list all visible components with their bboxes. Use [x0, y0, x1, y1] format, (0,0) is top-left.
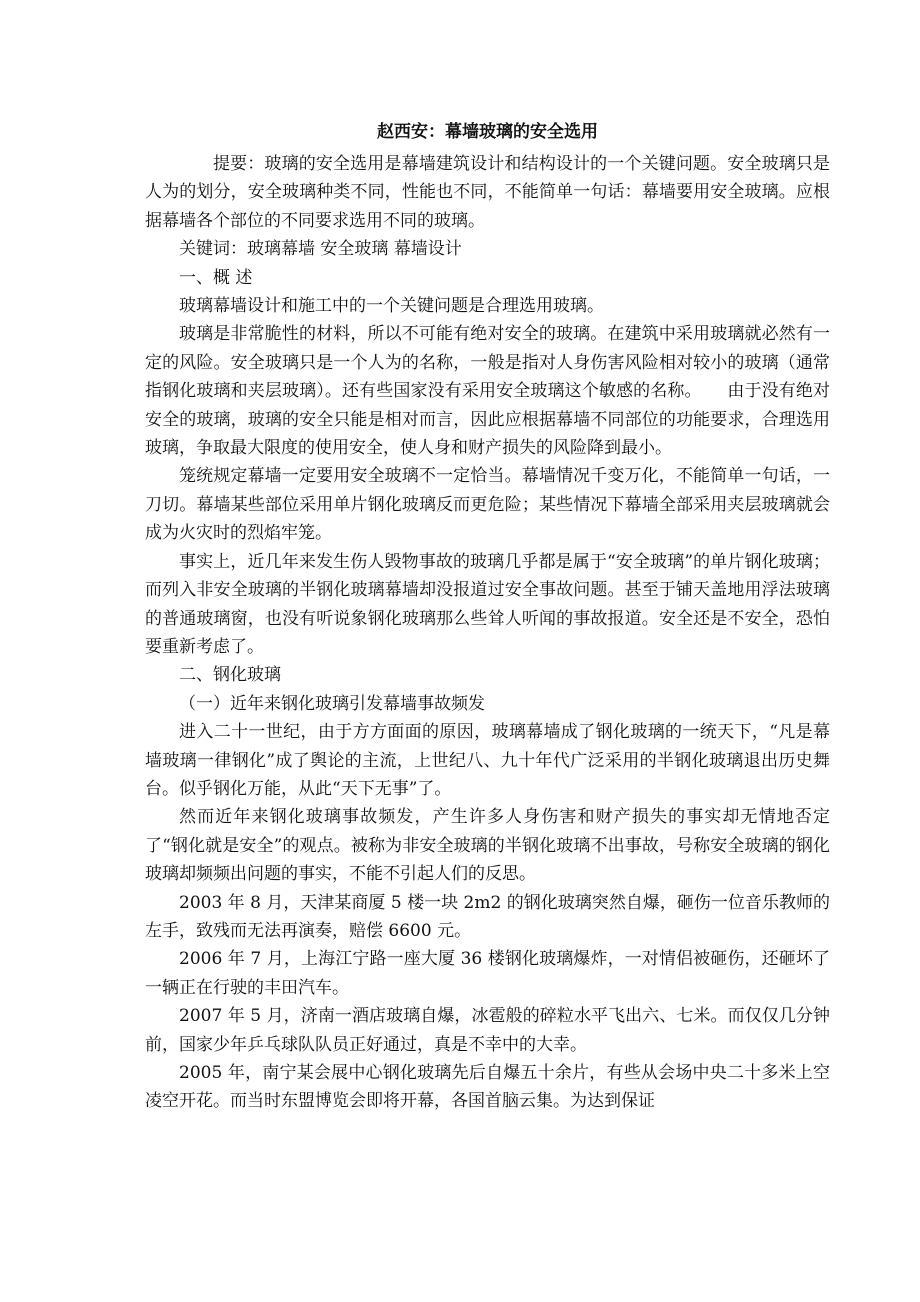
body-paragraph: 然而近年来钢化玻璃事故频发，产生许多人身伤害和财产损失的事实却无情地否定了“钢化就是安全”的观点。被称为非安全玻璃的半钢化玻璃不出事故，号称安全玻璃的钢化玻璃却频频出问题的事实，不能不引起人们的反思。: [145, 807, 830, 885]
section-heading-overview: 一、概 述: [179, 267, 253, 288]
document-title: 赵西安：幕墙玻璃的安全选用: [377, 122, 598, 142]
body-paragraph: 2006 年 7 月，上海江宁路一座大厦 36 楼钢化玻璃爆炸，一对情侣被砸伤，还砸坏了一辆正在行驶的丰田汽车。: [145, 949, 830, 998]
body-paragraph: 2005 年，南宁某会展中心钢化玻璃先后自爆五十余片，有些从会场中央二十多米上空凌空开花。而当时东盟博览会即将开幕，各国首脑云集。为达到保证: [145, 1063, 830, 1112]
keywords-paragraph: 关键词：玻璃幕墙 安全玻璃 幕墙设计: [179, 239, 462, 260]
body-paragraph: 2003 年 8 月，天津某商厦 5 楼一块 2m2 的钢化玻璃突然自爆，砸伤一位音乐教师的左手，致残而无法再演奏，赔偿 6600 元。: [145, 892, 830, 941]
body-paragraph: 玻璃幕墙设计和施工中的一个关键问题是合理选用玻璃。: [179, 296, 604, 317]
body-paragraph: 进入二十一世纪，由于方方面面的原因，玻璃幕墙成了钢化玻璃的一统天下，“凡是幕墙玻璃一律钢化”成了舆论的主流，上世纪八、九十年代广泛采用的半钢化玻璃退出历史舞台。似乎钢化万能，从此“天下无事”了。: [145, 722, 830, 799]
body-paragraph: 玻璃是非常脆性的材料，所以不可能有绝对安全的玻璃。在建筑中采用玻璃就必然有一定的风险。安全玻璃只是一个人为的名称，一般是指对人身伤害风险相对较小的玻璃（通常指钢化玻璃和夹层玻璃）。还有些国家没有采用安全玻璃这个敏感的名称。 由于没有绝对安全的玻璃，玻璃的安全只能是相对而言，因此应根据幕墙不同部位的功能要求，合理选用玻璃，争取最大限度的使用安全，使人身和财产损失的风险降到最小。: [145, 324, 830, 459]
abstract-paragraph: 提要：玻璃的安全选用是幕墙建筑设计和结构设计的一个关键问题。安全玻璃只是人为的划分，安全玻璃种类不同，性能也不同，不能简单一句话：幕墙要用安全玻璃。应根据幕墙各个部位的不同要求选用不同的玻璃。: [145, 154, 830, 231]
document-body: [145, 150, 830, 1116]
body-paragraph: 事实上，近几年来发生伤人毁物事故的玻璃几乎都是属于“安全玻璃”的单片钢化玻璃；而列入非安全玻璃的半钢化玻璃幕墙却没报道过安全事故问题。甚至于铺天盖地用浮法玻璃的普通玻璃窗，也没有听说象钢化玻璃那么些耸人听闻的事故报道。安全还是不安全，恐怕要重新考虑了。: [145, 551, 830, 657]
body-paragraph: 笼统规定幕墙一定要用安全玻璃不一定恰当。幕墙情况千变万化，不能简单一句话，一刀切。幕墙某些部位采用单片钢化玻璃反而更危险；某些情况下幕墙全部采用夹层玻璃就会成为火灾时的烈焰牢笼。: [145, 466, 830, 544]
section-heading-tempered-glass: 二、钢化玻璃: [179, 665, 281, 686]
subsection-heading: （一）近年来钢化玻璃引发幕墙事故频发: [179, 693, 485, 714]
body-paragraph: 2007 年 5 月，济南一酒店玻璃自爆，冰雹般的碎粒水平飞出六、七米。而仅仅几分钟前，国家少年乒乓球队队员正好通过，真是不幸中的大幸。: [145, 1006, 830, 1055]
